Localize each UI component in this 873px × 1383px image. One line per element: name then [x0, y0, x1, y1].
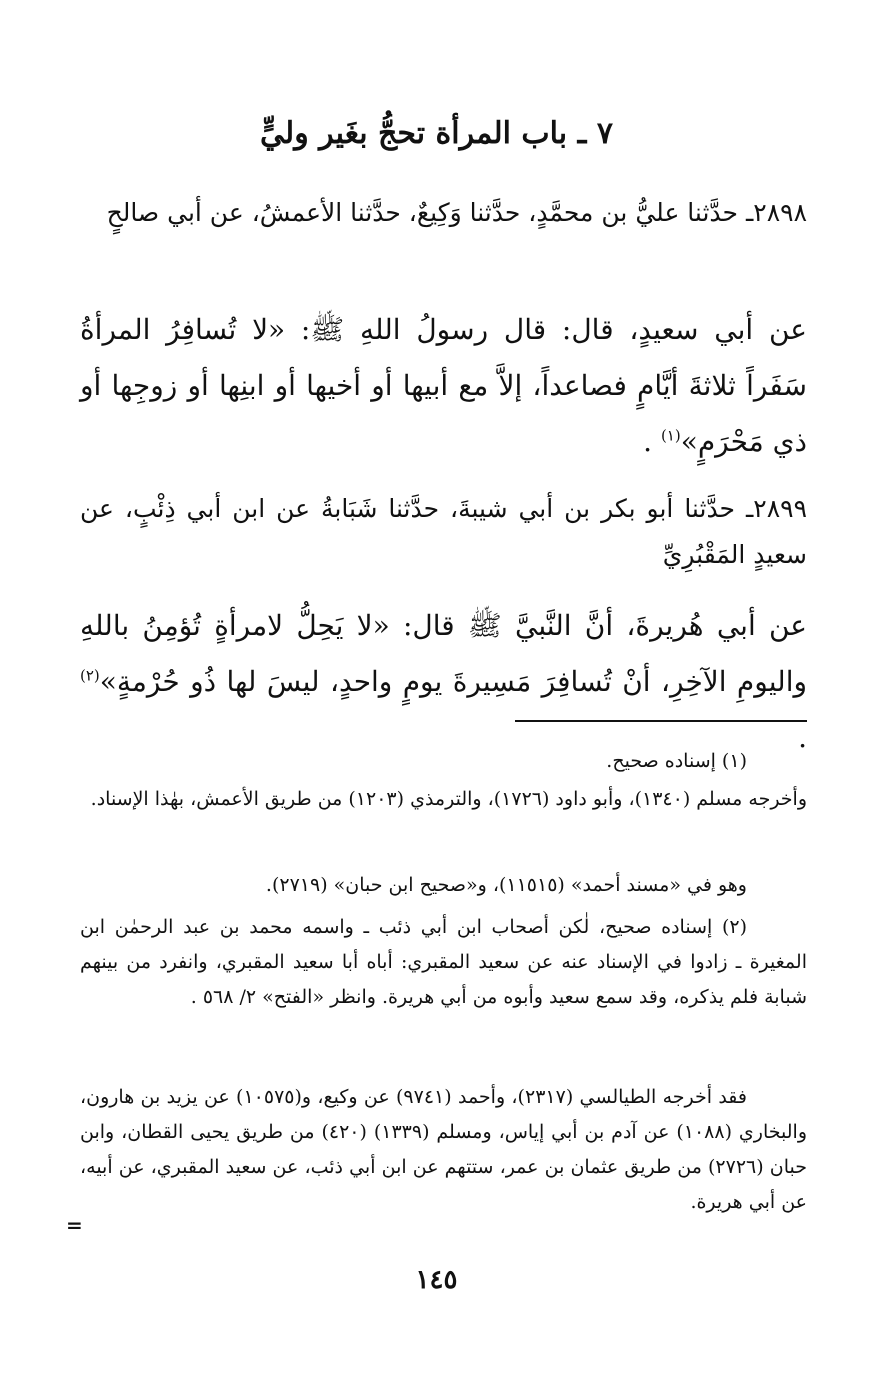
hadith-2898-matn [80, 302, 807, 470]
footnote-ref-2[interactable]: (٢) [80, 666, 100, 685]
continue-mark: = [66, 1213, 83, 1237]
chapter-title: ٧ ـ باب المرأة تحجُّ بغَير وليٍّ [260, 116, 613, 151]
footnote-1-line-1: (١) إسناده صحيح. [606, 750, 747, 772]
hadith-2898-end: . [643, 425, 661, 458]
hadith-2898-text: عن أبي سعيدٍ، قال: قال رسولُ اللهِ ﷺ: «لا تُسافِرُ المرأةُ سَفَراً ثلاثةَ أيَّامٍ فصاعداً، إلاَّ مع أبيها أو أخيها أو ابنِها أو زوجِها أو ذي مَحْرَمٍ» [80, 313, 807, 458]
footnote-1-line-3: وهو في «مسند أحمد» (١١٥١٥)، و«صحيح ابن حبان» (٢٧١٩). [265, 874, 747, 896]
hadith-2899-end: . [798, 721, 807, 754]
footnote-1-line-2: وأخرجه مسلم (١٣٤٠)، وأبو داود (١٧٢٦)، والترمذي (١٢٠٣) من طريق الأعمش، بهٰذا الإسناد. [90, 788, 807, 810]
hadith-2899-matn [80, 598, 807, 766]
footnote-divider [515, 720, 807, 722]
hadith-2899-chain: ٢٨٩٩ـ حدَّثنا أبو بكر بن أبي شيبةَ، حدَّثنا شَبَابةُ عن ابن أبي ذِئْبٍ، عن سعيدٍ المَقْبُرِيِّ [80, 494, 807, 569]
hadith-2898-chain: ٢٨٩٨ـ حدَّثنا عليُّ بن محمَّدٍ، حدَّثنا وَكِيعٌ، حدَّثنا الأعمشُ، عن أبي صالحٍ [106, 198, 807, 227]
footnote-2-paragraph-1: (٢) إسناده صحيح، لٰكن أصحاب ابن أبي ذئب ـ واسمه محمد بن عبد الرحمٰن ابن المغيرة ـ زادوا في الإسناد عنه عن سعيد المقبري: أباه أبا سعيد المقبري، وانفرد من بينهم شبابة فلم يذكره، وقد سمع سعيد وأبوه من أبي هريرة. وانظر «الفتح» ٢/ ٥٦٨ . [80, 916, 807, 1008]
footnote-2-paragraph-2: فقد أخرجه الطيالسي (٢٣١٧)، وأحمد (٩٧٤١) عن وكيع، و(١٠٥٧٥) عن يزيد بن هارون، والبخاري (١٠٨٨) عن آدم بن أبي إياس، ومسلم (١٣٣٩) (٤٢٠) من طريق يحيى القطان، وابن حبان (٢٧٢٦) من طريق عثمان بن عمر، ستتهم عن ابن أبي ذئب، عن سعيد المقبري، عن أبيه، عن أبي هريرة. [80, 1086, 807, 1213]
footnote-ref-1[interactable]: (١) [660, 426, 681, 445]
page-number: ١٤٥ [415, 1265, 458, 1295]
hadith-2899-text: عن أبي هُريرةَ، أنَّ النَّبيَّ ﷺ قال: «لا يَحِلُّ لامرأةٍ تُؤمِنُ باللهِ واليومِ الآخِرِ، أنْ تُسافِرَ مَسِيرةَ يومٍ واحدٍ، ليسَ لها ذُو حُرْمةٍ» [80, 609, 807, 698]
